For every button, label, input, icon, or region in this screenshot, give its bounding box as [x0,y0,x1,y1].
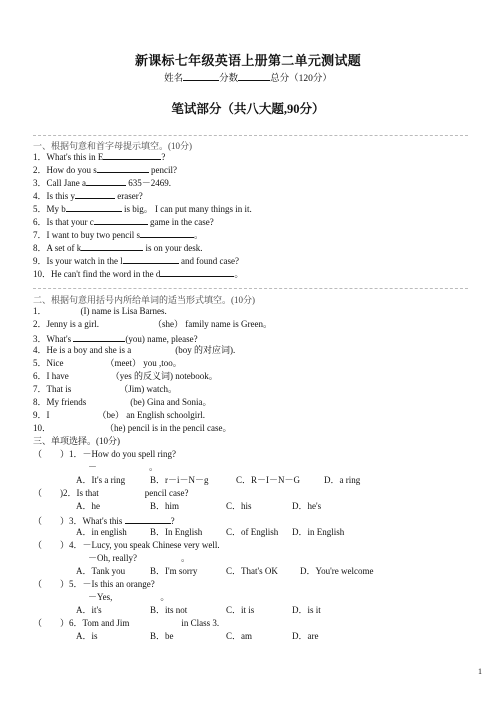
s2-item-4 [33,345,235,356]
s3-q4-option-d[interactable]: D．You're welcome [300,566,374,576]
s1-item-4-end: eraser? [115,191,143,201]
s3-q5-reply-text: －Yes, [88,592,113,602]
s3-q6-stem [33,618,219,629]
s2-item-6-num: 6．I have [33,371,69,381]
s2-item-2-text: （she） family name is Green。 [153,319,272,329]
s3-q5-option-b[interactable]: B．its not [150,605,188,615]
s2-item-9-text: （be） an English schoolgirl. [97,410,205,420]
s1-item-7-blank[interactable] [140,228,194,238]
s3-q1-option-c[interactable]: C．R－I－N－G [236,475,301,485]
s3-q1-option-b[interactable]: B．r－i－N－g [150,475,209,485]
s3-q5-reply [88,592,169,603]
score-label: 分数 [219,74,239,84]
s3-q1-reply [88,462,158,473]
section-divider [33,135,468,136]
s2-item-6 [33,371,218,382]
s1-item-5-blank[interactable] [66,202,122,212]
s1-item-1 [33,150,165,163]
s3-q3-stem [33,514,175,527]
s1-item-1-end: ? [161,152,166,162]
s1-item-1-blank[interactable] [103,150,161,160]
s3-q4-reply-end: 。 [180,553,190,563]
s2-item-2-num: 2．Jenny is a girl. [33,319,99,329]
s3-q3-stem-text: （ ）3．What's this [33,516,123,526]
s2-item-2 [33,319,272,330]
s1-item-6-end: game in the case? [147,217,214,227]
s1-item-7-text: 7．I want to buy two pencil s [33,230,140,240]
s3-q4-option-c[interactable]: C．That's OK [226,566,278,576]
s2-item-6-text: （yes 的反义词) notebook。 [110,371,218,381]
s1-item-10-blank[interactable] [160,267,234,277]
s1-item-9-blank[interactable] [123,254,179,264]
s2-item-4-num: 4．He is a boy and she is a [33,345,132,355]
s3-q3-blank[interactable] [125,514,171,524]
s3-q5-option-c[interactable]: C．it is [226,605,255,615]
s1-item-10-end: 。 [234,269,244,279]
s1-item-9-end: and found case? [178,256,239,266]
s3-q1-option-d[interactable]: D．a ring [324,475,361,485]
section3-heading: 三、单项选择。(10分) [33,436,120,446]
s2-item-3-num: 3．What's [33,334,72,344]
s1-item-7-end: 。 [194,230,204,240]
s2-item-1-num: 1． [33,306,47,316]
s1-item-2-blank[interactable] [97,163,149,173]
s3-q5-option-d[interactable]: D．is it [292,605,321,615]
s3-q3-option-c[interactable]: C．of English [226,527,279,537]
s1-item-2-text: 2．How do you s [33,165,97,175]
s3-q5-option-a[interactable]: A．it's [76,605,102,615]
section2-heading: 二、根据句意用括号内所给单词的适当形式填空。(10分) [33,295,255,305]
s2-item-8-text: (be) Gina and Sonia。 [130,397,212,407]
s3-q4-option-a[interactable]: A．Tank you [76,566,126,576]
s2-item-8-num: 8．My friends [33,397,87,407]
s3-q5-reply-end: 。 [160,592,170,602]
s1-item-9-text: 9．Is your watch in the l [33,256,123,266]
s1-item-5-text: 5．My b [33,204,66,214]
name-blank[interactable] [183,70,219,81]
s2-item-3-text: (you) name, please? [125,334,198,344]
s1-item-4-blank[interactable] [75,189,115,199]
s1-item-3 [33,176,171,189]
s2-item-5-num: 5．Nice [33,358,64,368]
s3-q2-stem-text: （ )2．Is that [33,488,99,498]
s2-item-1-text: (I) name is Lisa Barnes. [80,306,167,316]
s1-item-5-end: is big。 I can put many things in it. [121,204,252,214]
section1-heading: 一、根据句意和首字母提示填空。(10分) [33,141,192,151]
s3-q6-option-c[interactable]: C．am [226,631,252,641]
s2-item-8 [33,397,211,408]
s3-q3-option-d[interactable]: D．in English [292,527,345,537]
s3-q1-reply-end: 。 [149,462,159,472]
s3-q6-option-b[interactable]: B．be [150,631,174,641]
s3-q1-option-a[interactable]: A．It's a ring [76,475,126,485]
s2-item-1 [33,306,167,317]
s1-item-4 [33,189,143,202]
s3-q1-stem: （ ）1．－How do you spell ring? [33,449,176,459]
s1-item-10 [33,267,243,280]
s1-item-8 [33,241,203,254]
s1-item-10-text: 10．He can't find the word in the d [33,269,161,279]
s3-q1-reply-dash: － [88,462,98,472]
s2-item-7 [33,384,177,395]
s1-item-2-end: pencil? [148,165,178,175]
s1-item-4-text: 4．Is this y [33,191,76,201]
s3-q4-reply-text: －Oh, really? [88,553,137,563]
s1-item-8-end: is on your desk. [143,243,203,253]
s1-item-6-blank[interactable] [94,215,148,225]
s1-item-7 [33,228,203,241]
page-number: 1 [478,667,482,676]
s2-item-9-num: 9．I [33,410,50,420]
s3-q4-reply [88,553,190,564]
s1-item-3-blank[interactable] [86,176,126,186]
s3-q6-stem-text: （ ）6．Tom and Jim [33,618,130,628]
s2-item-9 [33,410,205,421]
s3-q4-option-b[interactable]: B．I'm sorry [150,566,198,576]
s1-item-6 [33,215,214,228]
s3-q3-option-b[interactable]: B．In English [150,527,203,537]
s1-item-2 [33,163,177,176]
s1-item-5 [33,202,252,215]
page-title: 新课标七年级英语上册第二单元测试题 [134,53,362,68]
s3-q2-stem-end: pencil case? [144,488,189,498]
s3-q2-option-a[interactable]: A．he [76,501,100,511]
s1-item-8-text: 8．A set of k [33,243,82,253]
s3-q5-stem: （ ）5．－Is this an orange? [33,579,155,589]
s1-item-1-text: 1．What's this in E [33,152,104,162]
s3-q3-option-a[interactable]: A．in english [76,527,127,537]
s2-item-7-num: 7．That is [33,384,72,394]
s2-item-5-text: （meet） you ,too。 [105,358,182,368]
s2-item-10-num: 10． [33,423,52,433]
s3-q2-option-d[interactable]: D．he's [292,501,322,511]
s1-item-9 [33,254,239,267]
s2-item-3 [33,332,198,345]
total-label: 总分（120分） [270,74,332,84]
s1-item-3-text: 3．Call Jane a [33,178,86,188]
s2-item-10 [33,423,231,434]
s3-q6-stem-end: in Class 3. [181,618,220,628]
s3-q6-option-a[interactable]: A．is [76,631,98,641]
section-divider [33,288,468,289]
s2-item-10-text: （he) pencil is in the pencil case。 [105,423,232,433]
name-label: 姓名 [164,74,184,84]
s1-item-8-blank[interactable] [81,241,143,251]
s3-q4-stem: （ ）4．－Lucy, you speak Chinese very well. [33,540,220,550]
s2-item-7-text: （Jim) watch。 [119,384,177,394]
s3-q3-stem-end: ? [170,516,175,526]
s2-item-3-blank[interactable] [73,332,125,342]
s2-item-4-text: (boy 的对应词). [175,345,236,355]
part-title: 笔试部分（共八大题,90分） [171,102,325,116]
s3-q6-option-d[interactable]: D．are [292,631,319,641]
s3-q2-option-b[interactable]: B．him [150,501,180,511]
s1-item-3-end: 635－2469. [126,178,172,188]
s3-q2-stem [33,488,188,499]
student-info-line [0,70,496,84]
s2-item-5 [33,358,182,369]
score-blank[interactable] [238,70,270,81]
s3-q2-option-c[interactable]: C．his [226,501,252,511]
s1-item-6-text: 6．Is that your c [33,217,94,227]
